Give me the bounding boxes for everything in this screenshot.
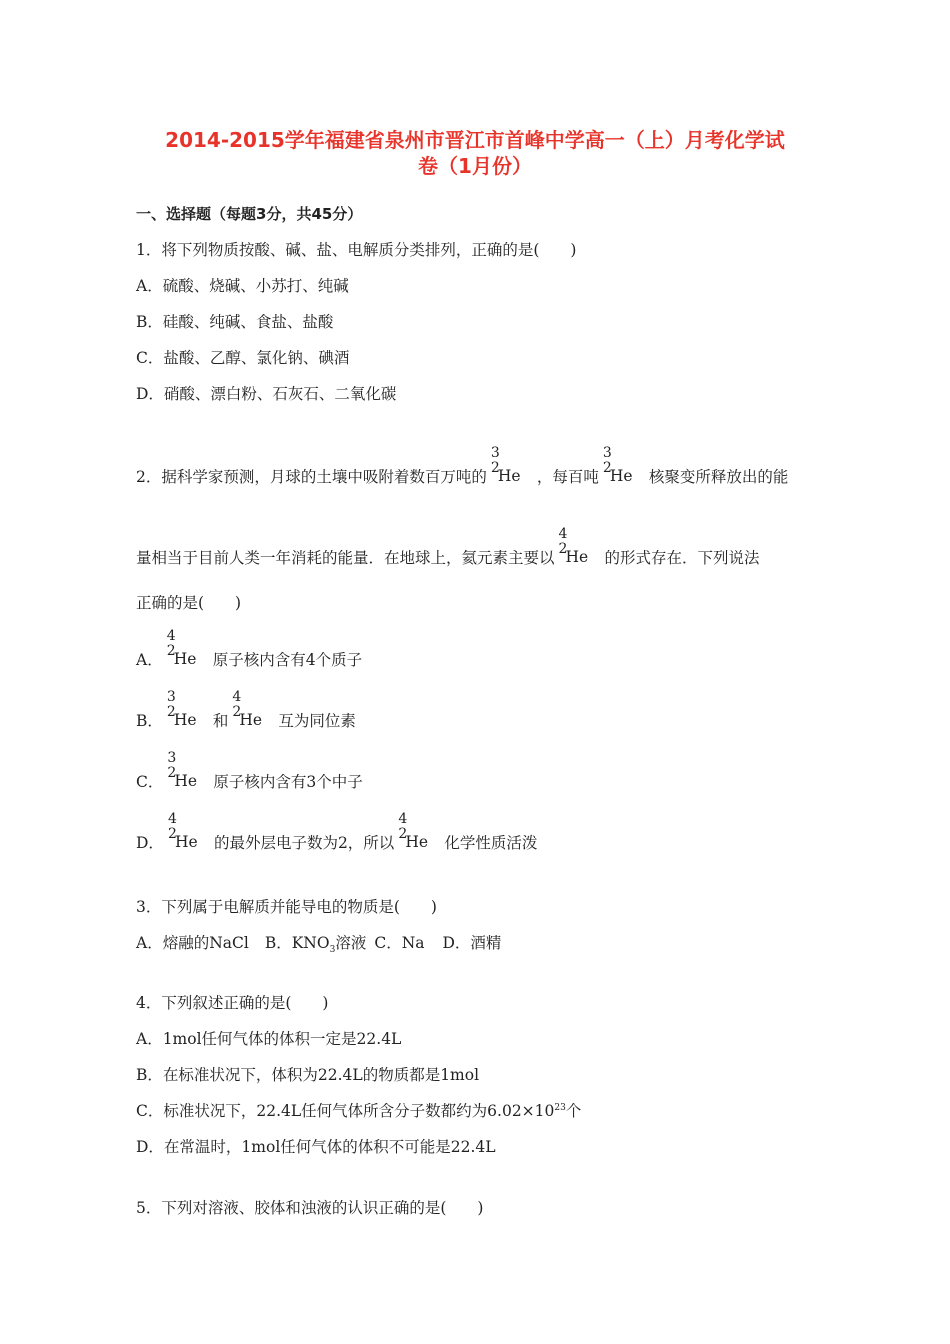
exam-title-line1: 2014-2015学年福建省泉州市晋江市首峰中学高一（上）月考化学试 <box>165 128 785 152</box>
section-heading-choice: 一、选择题（每题3分，共45分） <box>136 205 363 223</box>
he4-isotope: 4 2 He <box>398 810 429 851</box>
q1-option-a: A．硫酸、烧碱、小苏打、纯碱 <box>136 277 349 295</box>
he3-isotope: 3 2 He <box>490 444 521 485</box>
he3-isotope: 3 2 He <box>602 444 633 485</box>
q4-option-c: C．标准状况下，22.4L任何气体所含分子数都约为$6.02\times 10^{23}$个 <box>136 1102 582 1120</box>
he4-isotope: 4 2 He <box>167 810 198 851</box>
he4-isotope: 4 2 He <box>558 525 589 566</box>
q2-stem-line2: 量相当于目前人类一年消耗的能量．在地球上，氦元素主要以 4 2 He 的形式存在．下列说法 <box>136 525 760 567</box>
q3-stem: 3．下列属于电解质并能导电的物质是( ) <box>136 898 437 916</box>
q4-option-a: A．1mol任何气体的体积一定是22.4L <box>136 1030 402 1048</box>
q3-option-b: B．$KNO_3$溶液 <box>264 934 367 956</box>
q4-option-b: B．在标准状况下，体积为22.4L的物质都是1mol <box>136 1066 480 1084</box>
q3-option-d: D．酒精 <box>442 934 502 952</box>
exam-title-line2: 卷（1月份） <box>418 154 532 178</box>
q1-option-b: B．硅酸、纯碱、食盐、盐酸 <box>136 313 334 331</box>
q1-option-d: D．硝酸、漂白粉、石灰石、二氧化碳 <box>136 385 397 403</box>
q2-stem-line3: 正确的是( ) <box>136 594 242 612</box>
q2-stem-line1: 2．据科学家预测，月球的土壤中吸附着数百万吨的 3 2 He ，每百吨 3 2 He 核聚变所释放出的能 <box>136 444 789 486</box>
q1-option-c: C．盐酸、乙醇、氯化钠、碘酒 <box>136 349 350 367</box>
q2-option-d: D． 4 2 He 的最外层电子数为2，所以 4 2 He 化学性质活泼 <box>136 810 538 852</box>
he3-isotope: 3 2 He <box>166 688 197 729</box>
q5-stem: 5．下列对溶液、胶体和浊液的认识正确的是( ) <box>136 1199 484 1217</box>
q1-stem: 1．将下列物质按酸、碱、盐、电解质分类排列，正确的是( ) <box>136 241 577 259</box>
he4-isotope: 4 2 He <box>166 627 197 668</box>
he4-isotope: 4 2 He <box>232 688 263 729</box>
he3-isotope: 3 2 He <box>167 749 198 790</box>
q3-options <box>136 931 501 955</box>
q4-option-d: D．在常温时，1mol任何气体的体积不可能是22.4L <box>136 1138 496 1156</box>
q4-stem: 4．下列叙述正确的是( ) <box>136 994 329 1012</box>
q2-option-c: C． 3 2 He 原子核内含有3个中子 <box>136 749 363 791</box>
q3-option-c: C．Na <box>374 934 425 952</box>
q2-option-a: A． 4 2 He 原子核内含有4个质子 <box>136 627 363 669</box>
q3-option-a: A．熔融的NaCl <box>136 934 249 952</box>
q2-option-b: B． 3 2 He 和 4 2 He 互为同位素 <box>136 688 356 730</box>
